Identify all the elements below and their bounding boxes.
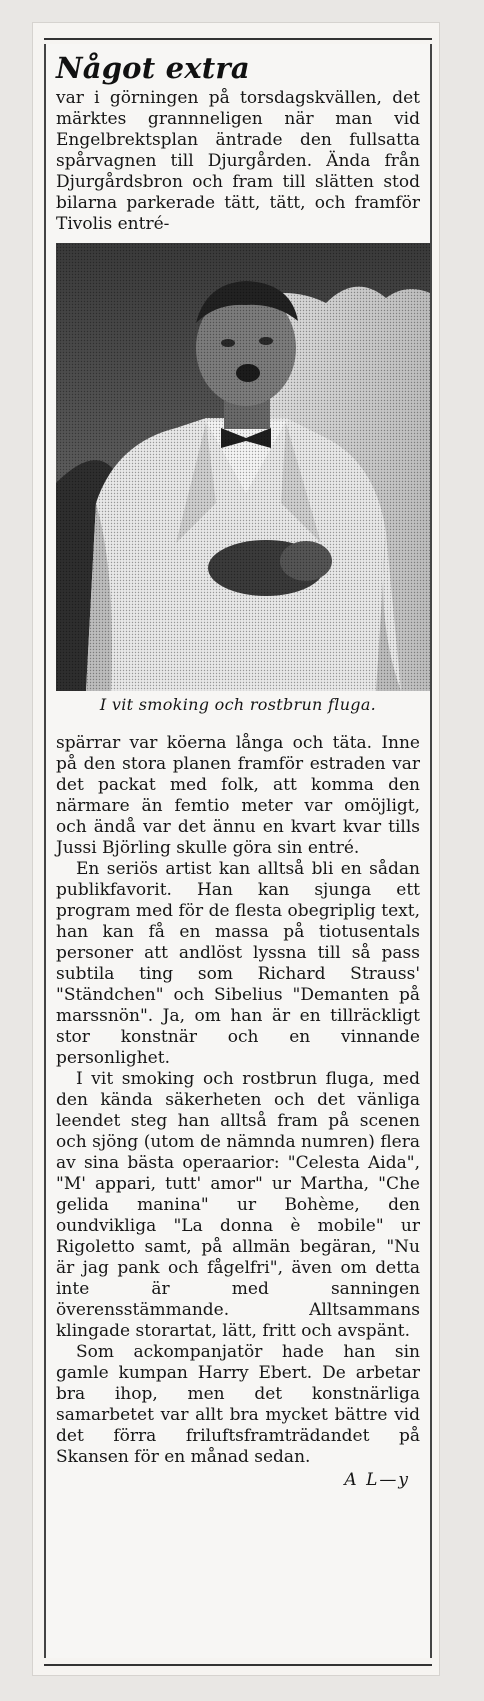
article-paragraph-1: var i görningen på torsdagskvällen, det märktes grannneligen när man vid Engelbrektsplan äntrade den fullsatta spårvagnen till Djurgården. Ända från Djurgårdsbron och fram till slätten stod bilarna parkerade tätt, tätt, och framför Tivolis entré- — [56, 88, 420, 234]
article-paragraph-4: I vit smoking och rostbrun fluga, med den kända säkerheten och det vänliga leendet steg han alltså fram på scenen och sjöng (utom de nämnda numren) flera av sina bästa operaarior: "Celesta Aida", "M' appari, tutt' amor" ur Martha, "Che gelida manina" ur Bohème, den oundvikliga "La donna è mobile" ur Rigoletto samt, på allmän begäran, "Nu är jag pank och fågelfri", även om detta inte är med sanningen överensstämmande. Alltsammans klingade storartat, lätt, fritt och avspänt. — [56, 1069, 420, 1341]
singer-photo — [56, 243, 430, 691]
article-column — [56, 44, 420, 1491]
article-paragraph-5: Som ackompanjatör hade han sin gamle kumpan Harry Ebert. De arbetar bra ihop, men det konstnärliga samarbetet var allt bra mycket bättre vid det förra friluftsframträdandet på Skansen för en månad sedan. — [56, 1342, 420, 1467]
newspaper-clipping — [44, 44, 432, 1658]
article-headline: Något extra — [56, 51, 250, 85]
photo-caption: I vit smoking och rostbrun fluga. — [99, 695, 377, 714]
bottom-rule — [44, 1664, 432, 1666]
article-paragraph-2: spärrar var köerna långa och täta. Inne på den stora planen framför estraden var det packat med folk, att komma den närmare än femtio meter var omöjligt, och ändå var det ännu en kvart kvar tills Jussi Björling skulle göra sin entré. — [56, 733, 420, 858]
author-signature: A L—y — [344, 1470, 410, 1490]
article-paragraph-3: En seriös artist kan alltså bli en sådan publikfavorit. Han kan sjunga ett program med för de flesta obegriplig text, han kan få en massa på tiotusentals personer att andlöst lyssna till så pass subtila ting som Richard Strauss' "Ständchen" och Sibelius "Demanten på marssnön". Ja, om han är en tillräckligt stor konstnär och en vinnande personlighet. — [56, 859, 420, 1068]
top-rule — [44, 38, 432, 40]
